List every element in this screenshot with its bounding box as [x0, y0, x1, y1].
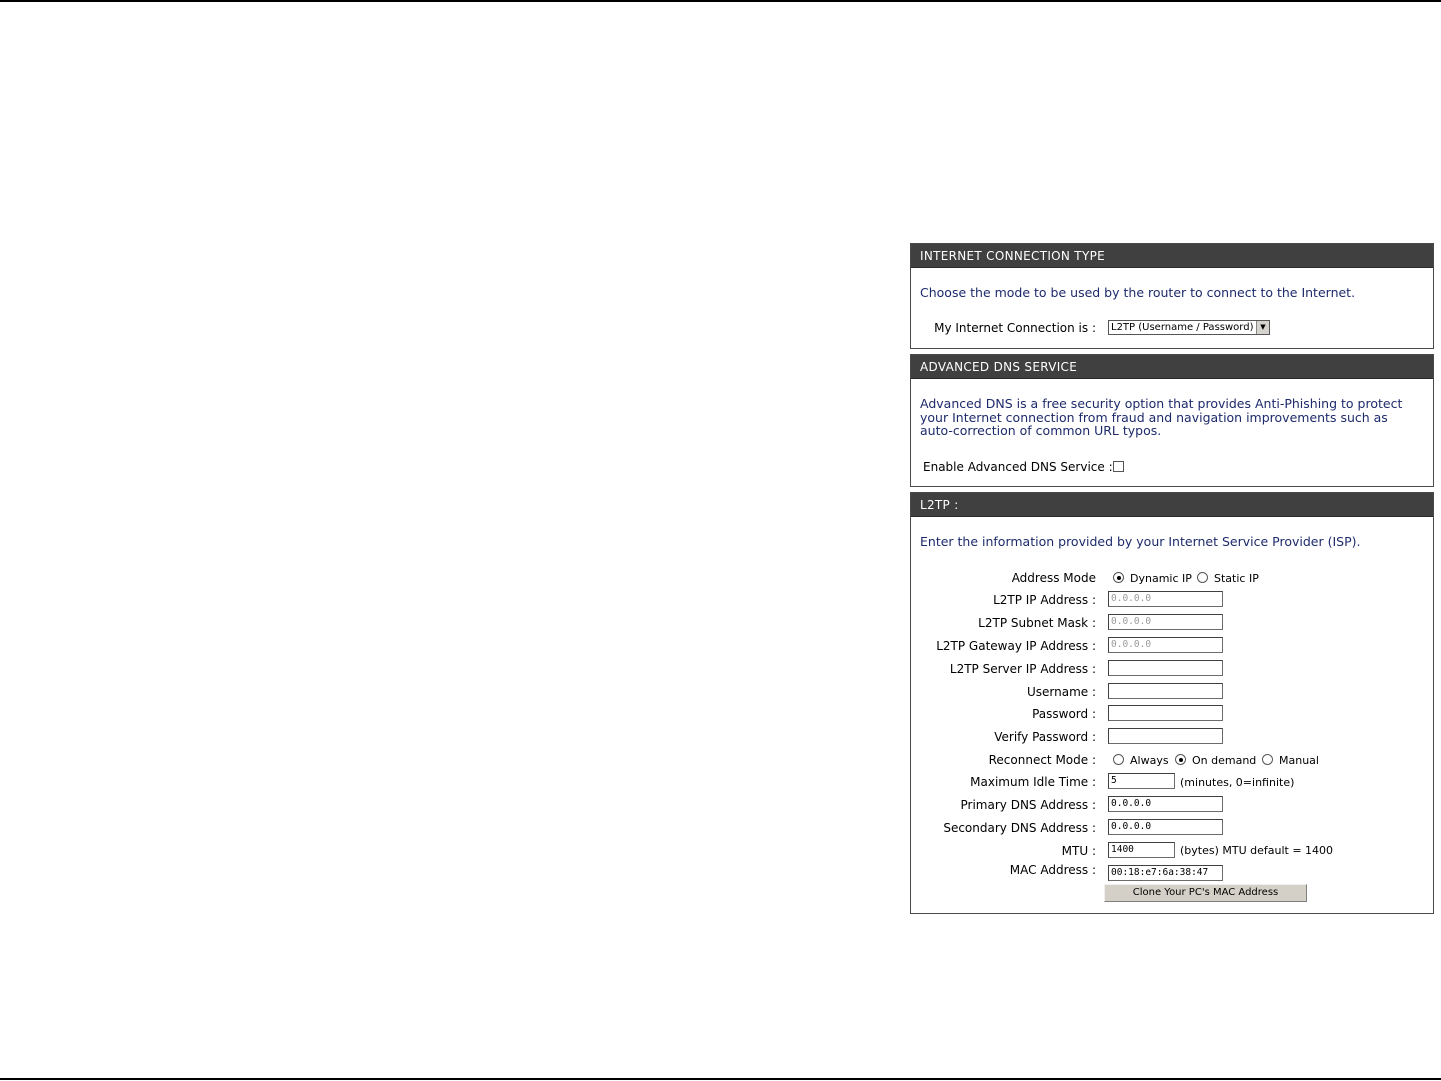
connection-type-selected: L2TP (Username / Password)	[1111, 322, 1254, 333]
bottom-rule	[0, 1078, 1441, 1080]
l2tp-server-ip-label: L2TP Server IP Address :	[949, 662, 1096, 676]
password-label: Password :	[1032, 707, 1096, 721]
address-mode-dynamic-label: Dynamic IP	[1130, 572, 1192, 585]
reconnect-always-radio[interactable]	[1113, 754, 1124, 765]
reconnect-manual-label: Manual	[1279, 754, 1319, 767]
mtu-input[interactable]: 1400	[1108, 842, 1175, 858]
l2tp-gateway-ip-label: L2TP Gateway IP Address :	[936, 639, 1096, 653]
username-label: Username :	[1026, 685, 1096, 699]
enable-advanced-dns-label: Enable Advanced DNS Service :	[923, 460, 1113, 474]
max-idle-time-hint: (minutes, 0=infinite)	[1180, 776, 1295, 789]
l2tp-subnet-mask-label: L2TP Subnet Mask :	[978, 616, 1096, 630]
enable-advanced-dns-checkbox[interactable]	[1113, 461, 1124, 472]
panel-header: INTERNET CONNECTION TYPE	[911, 244, 1433, 268]
internet-connection-type-panel	[910, 243, 1434, 349]
mac-address-label: MAC Address :	[1009, 863, 1096, 877]
l2tp-intro: Enter the information provided by your Internet Service Provider (ISP).	[920, 534, 1361, 549]
chevron-down-icon[interactable]: ▼	[1256, 321, 1269, 334]
address-mode-static-radio[interactable]	[1197, 572, 1208, 583]
top-rule	[0, 0, 1441, 2]
l2tp-gateway-ip-input[interactable]: 0.0.0.0	[1108, 637, 1223, 653]
verify-password-input[interactable]	[1108, 728, 1223, 744]
connection-type-label: My Internet Connection is :	[934, 321, 1096, 335]
mtu-hint: (bytes) MTU default = 1400	[1180, 844, 1334, 857]
advanced-dns-panel	[910, 354, 1434, 487]
panel-header: ADVANCED DNS SERVICE	[911, 355, 1433, 379]
secondary-dns-label: Secondary DNS Address :	[943, 821, 1096, 835]
mac-address-input[interactable]: 00:18:e7:6a:38:47	[1108, 865, 1223, 881]
address-mode-static-label: Static IP	[1214, 572, 1259, 585]
advanced-dns-intro: Advanced DNS is a free security option that provides Anti-Phishing to protect your Internet connection from fraud and navigation improvements such as auto-correction of common URL typos.	[920, 396, 1403, 438]
l2tp-server-ip-input[interactable]	[1108, 660, 1223, 676]
l2tp-ip-address-input[interactable]: 0.0.0.0	[1108, 591, 1223, 607]
connection-type-select[interactable]	[1108, 320, 1270, 335]
reconnect-always-label: Always	[1130, 754, 1169, 767]
address-mode-label: Address Mode	[1011, 571, 1096, 585]
verify-password-label: Verify Password :	[994, 730, 1096, 744]
address-mode-dynamic-radio[interactable]	[1113, 572, 1124, 583]
clone-mac-address-button[interactable]: Clone Your PC's MAC Address	[1104, 884, 1307, 902]
reconnect-mode-label: Reconnect Mode :	[988, 753, 1096, 767]
panel-header: L2TP :	[911, 493, 1433, 517]
max-idle-time-input[interactable]: 5	[1108, 773, 1175, 789]
connection-type-intro: Choose the mode to be used by the router to connect to the Internet.	[920, 285, 1356, 300]
l2tp-subnet-mask-input[interactable]: 0.0.0.0	[1108, 614, 1223, 630]
reconnect-on-demand-radio[interactable]	[1175, 754, 1186, 765]
max-idle-time-label: Maximum Idle Time :	[970, 775, 1096, 789]
l2tp-ip-address-label: L2TP IP Address :	[993, 593, 1096, 607]
l2tp-panel	[910, 492, 1434, 914]
username-input[interactable]	[1108, 683, 1223, 699]
mtu-label: MTU :	[1061, 844, 1096, 858]
reconnect-on-demand-label: On demand	[1192, 754, 1257, 767]
password-input[interactable]	[1108, 705, 1223, 721]
primary-dns-input[interactable]: 0.0.0.0	[1108, 796, 1223, 812]
primary-dns-label: Primary DNS Address :	[960, 798, 1096, 812]
secondary-dns-input[interactable]: 0.0.0.0	[1108, 819, 1223, 835]
reconnect-manual-radio[interactable]	[1262, 754, 1273, 765]
